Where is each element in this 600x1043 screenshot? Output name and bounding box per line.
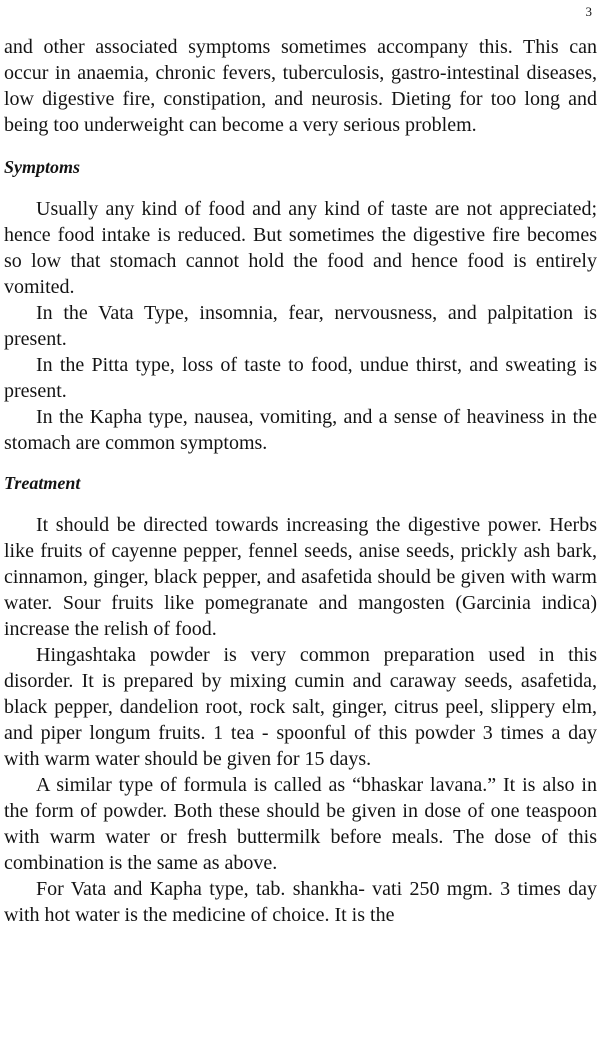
intro-paragraph: and other associated symptoms sometimes accompany this. This can occur in anaemia, chronic fevers, tuberculosis, gastro-intestinal diseases, low digestive fire, constipation, and neurosis. Dieting for too long and being too underweight can become a very serious problem. [4, 36, 597, 136]
symptoms-heading: Symptoms [4, 157, 81, 177]
treatment-heading: Treatment [4, 473, 81, 493]
symptoms-paragraph: Usually any kind of food and any kind of taste are not appreciated; hence food intake is reduced. But sometimes the digestive fire becomes so low that stomach cannot hold the food and hence food is entirely vomited. [4, 198, 597, 298]
treatment-paragraph: It should be directed towards increasing the digestive power. Herbs like fruits of cayenne pepper, fennel seeds, anise seeds, prickly ash bark, cinnamon, ginger, black pepper, and asafetida should be given with warm water. Sour fruits like pomegranate and mangosten (Garcinia indica) increase the relish of food. [4, 514, 597, 640]
symptoms-paragraph: In the Kapha type, nausea, vomiting, and a sense of heaviness in the stomach are common symptoms. [4, 406, 597, 454]
page-body [4, 34, 597, 928]
treatment-paragraph: Hingashtaka powder is very common preparation used in this disorder. It is prepared by mixing cumin and caraway seeds, asafetida, black pepper, dandelion root, rock salt, ginger, citrus peel, slippery elm, and piper longum fruits. 1 tea - spoonful of this powder 3 times a day with warm water should be given for 15 days. [4, 644, 597, 770]
page-number: 3 [585, 4, 592, 19]
symptoms-paragraph: In the Pitta type, loss of taste to food, undue thirst, and sweating is present. [4, 354, 597, 402]
treatment-paragraph: For Vata and Kapha type, tab. shankha- vati 250 mgm. 3 times day with hot water is the medicine of choice. It is the [4, 878, 597, 926]
treatment-paragraph: A similar type of formula is called as “bhaskar lavana.” It is also in the form of powder. Both these should be given in dose of one teaspoon with warm water or fresh buttermilk before meals. The dose of this combination is the same as above. [4, 774, 597, 874]
symptoms-paragraph: In the Vata Type, insomnia, fear, nervousness, and palpitation is present. [4, 302, 597, 350]
